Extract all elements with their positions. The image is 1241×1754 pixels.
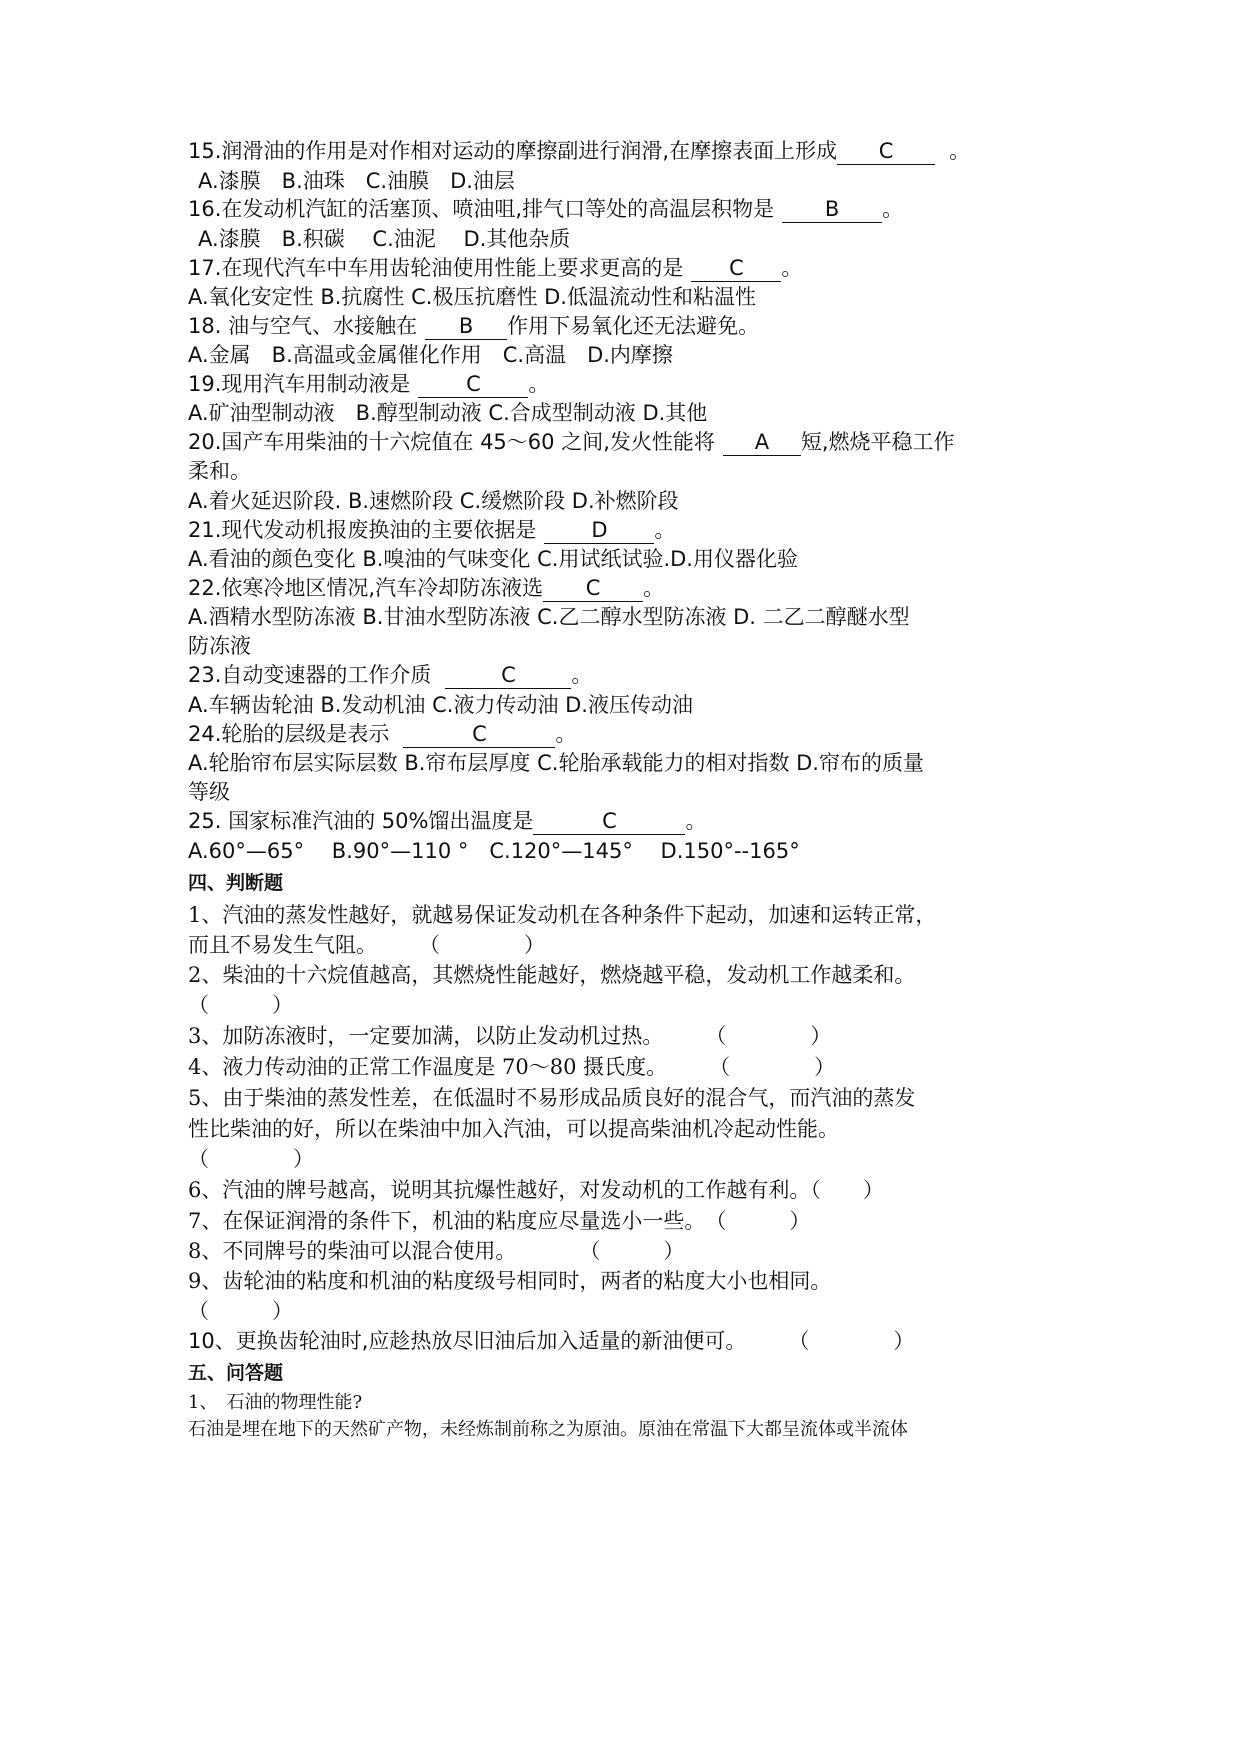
question-suffix: 作用下易氧化还无法避免。 (507, 314, 760, 338)
judgment-item: 3、加防冻液时，一定要加满，以防止发动机过热。 （ ） (188, 1024, 832, 1048)
question-text: 15.润滑油的作用是对作相对运动的摩擦副进行润滑,在摩擦表面上形成 (188, 139, 838, 163)
answer-blank: C (837, 138, 935, 165)
question-suffix: 。 (654, 518, 676, 542)
judgment-item: 1、汽油的蒸发性越好，就越易保证发动机在各种条件下起动，加速和运转正常， (188, 903, 937, 927)
options-16: A.漆膜 B.积碳 C.油泥 D.其他杂质 (198, 227, 571, 251)
judgment-item: 7、在保证润滑的条件下，机油的粘度应尽量选小一些。 （ ） (188, 1209, 811, 1233)
answer-blank: B (782, 196, 882, 223)
question-15 (188, 136, 970, 166)
question-text: 18. 油与空气、水接触在 (188, 314, 418, 338)
answer-blank: C (543, 575, 643, 602)
question-text: 17.在现代汽车中车用齿轮油使用性能上要求更高的是 (188, 256, 684, 280)
answer-blank: C (403, 721, 555, 748)
options-19: A.矿油型制动液 B.醇型制动液 C.合成型制动液 D.其他 (188, 401, 708, 425)
qa-question: 1、 石油的物理性能? (188, 1392, 363, 1413)
options-15: A.漆膜 B.油珠 C.油膜 D.油层 (198, 169, 515, 193)
question-suffix: 。 (949, 139, 971, 163)
question-19 (188, 369, 549, 399)
question-22 (188, 573, 664, 603)
answer-blank: B (425, 313, 507, 340)
question-20 (188, 427, 955, 457)
judgment-item: 8、不同牌号的柴油可以混合使用。 （ ） (188, 1239, 685, 1263)
question-24 (188, 719, 576, 749)
question-suffix: 。 (555, 722, 577, 746)
qa-answer: 石油是埋在地下的天然矿产物，未经炼制前称之为原油。原油在常温下大都呈流体或半流体 (188, 1419, 908, 1440)
options-23: A.车辆齿轮油 B.发动机油 C.液力传动油 D.液压传动油 (188, 693, 693, 717)
judgment-item: 性比柴油的好，所以在柴油中加入汽油，可以提高柴油机冷起动性能。 (188, 1117, 839, 1141)
judgment-item: 2、柴油的十六烷值越高，其燃烧性能越好，燃烧越平稳，发动机工作越柔和。 (188, 963, 916, 987)
question-suffix: 。 (528, 372, 550, 396)
question-20-continuation: 柔和。 (188, 459, 251, 483)
question-suffix: 。 (685, 809, 707, 833)
answer-blank: C (691, 255, 781, 282)
question-text: 24.轮胎的层级是表示 (188, 722, 390, 746)
options-22-continuation: 防冻液 (188, 634, 251, 658)
answer-blank: C (418, 371, 528, 398)
options-24: A.轮胎帘布层实际层数 B.帘布层厚度 C.轮胎承载能力的相对指数 D.帘布的质量 (188, 751, 924, 775)
question-suffix: 。 (882, 197, 904, 221)
question-suffix: 。 (643, 576, 665, 600)
question-17 (188, 253, 802, 283)
question-text: 19.现用汽车用制动液是 (188, 372, 411, 396)
question-text: 25. 国家标准汽油的 50%馏出温度是 (188, 809, 534, 833)
question-16 (188, 194, 903, 224)
judgment-item: （ ） (188, 1299, 293, 1323)
section-title: 五、问答题 (188, 1362, 284, 1384)
judgment-item: 10、更换齿轮油时,应趁热放尽旧油后加入适量的新油便可。 （ ） (188, 1329, 915, 1353)
answer-blank: D (544, 517, 654, 544)
judgment-item: 9、齿轮油的粘度和机油的粘度级号相同时，两者的粘度大小也相同。 (188, 1269, 832, 1293)
answer-blank: C (533, 808, 685, 835)
options-17: A.氧化安定性 B.抗腐性 C.极压抗磨性 D.低温流动性和粘温性 (188, 285, 756, 309)
options-18: A.金属 B.高温或金属催化作用 C.高温 D.内摩擦 (188, 343, 673, 367)
question-text: 23.自动变速器的工作介质 (188, 663, 432, 687)
question-suffix: 短,燃烧平稳工作 (800, 430, 955, 454)
judgment-item: 5、由于柴油的蒸发性差，在低温时不易形成品质良好的混合气，而汽油的蒸发 (188, 1086, 916, 1110)
question-suffix: 。 (781, 256, 803, 280)
judgment-item: （ ） (188, 993, 293, 1017)
judgment-item: 4、液力传动油的正常工作温度是 70～80 摄氏度。 （ ） (188, 1055, 836, 1079)
options-24-continuation: 等级 (188, 780, 230, 804)
options-21: A.看油的颜色变化 B.嗅油的气味变化 C.用试纸试验.D.用仪器化验 (188, 547, 798, 571)
section-title: 四、判断题 (188, 872, 284, 894)
question-text: 16.在发动机汽缸的活塞顶、喷油咀,排气口等处的高温层积物是 (188, 197, 775, 221)
judgment-item: （ ） (188, 1147, 314, 1171)
answer-blank: C (445, 662, 571, 689)
question-text: 20.国产车用柴油的十六烷值在 45～60 之间,发火性能将 (188, 430, 715, 454)
answer-blank: A (723, 429, 801, 456)
question-23 (188, 660, 592, 690)
question-21 (188, 515, 675, 545)
judgment-item: 而且不易发生气阻。 （ ） (188, 933, 545, 957)
options-25: A.60°—65° B.90°—110 ° C.120°—145° D.150°--165° (188, 839, 800, 863)
options-22: A.酒精水型防冻液 B.甘油水型防冻液 C.乙二醇水型防冻液 D. 二乙二醇醚水型 (188, 605, 910, 629)
question-18 (188, 311, 759, 341)
options-20: A.着火延迟阶段. B.速燃阶段 C.缓燃阶段 D.补燃阶段 (188, 489, 679, 513)
judgment-item: 6、汽油的牌号越高，说明其抗爆性越好，对发动机的工作越有利。（ ） (188, 1178, 884, 1202)
question-text: 21.现代发动机报废换油的主要依据是 (188, 518, 537, 542)
question-text: 22.依寒冷地区情况,汽车冷却防冻液选 (188, 576, 544, 600)
question-suffix: 。 (571, 663, 593, 687)
question-25 (188, 806, 706, 836)
